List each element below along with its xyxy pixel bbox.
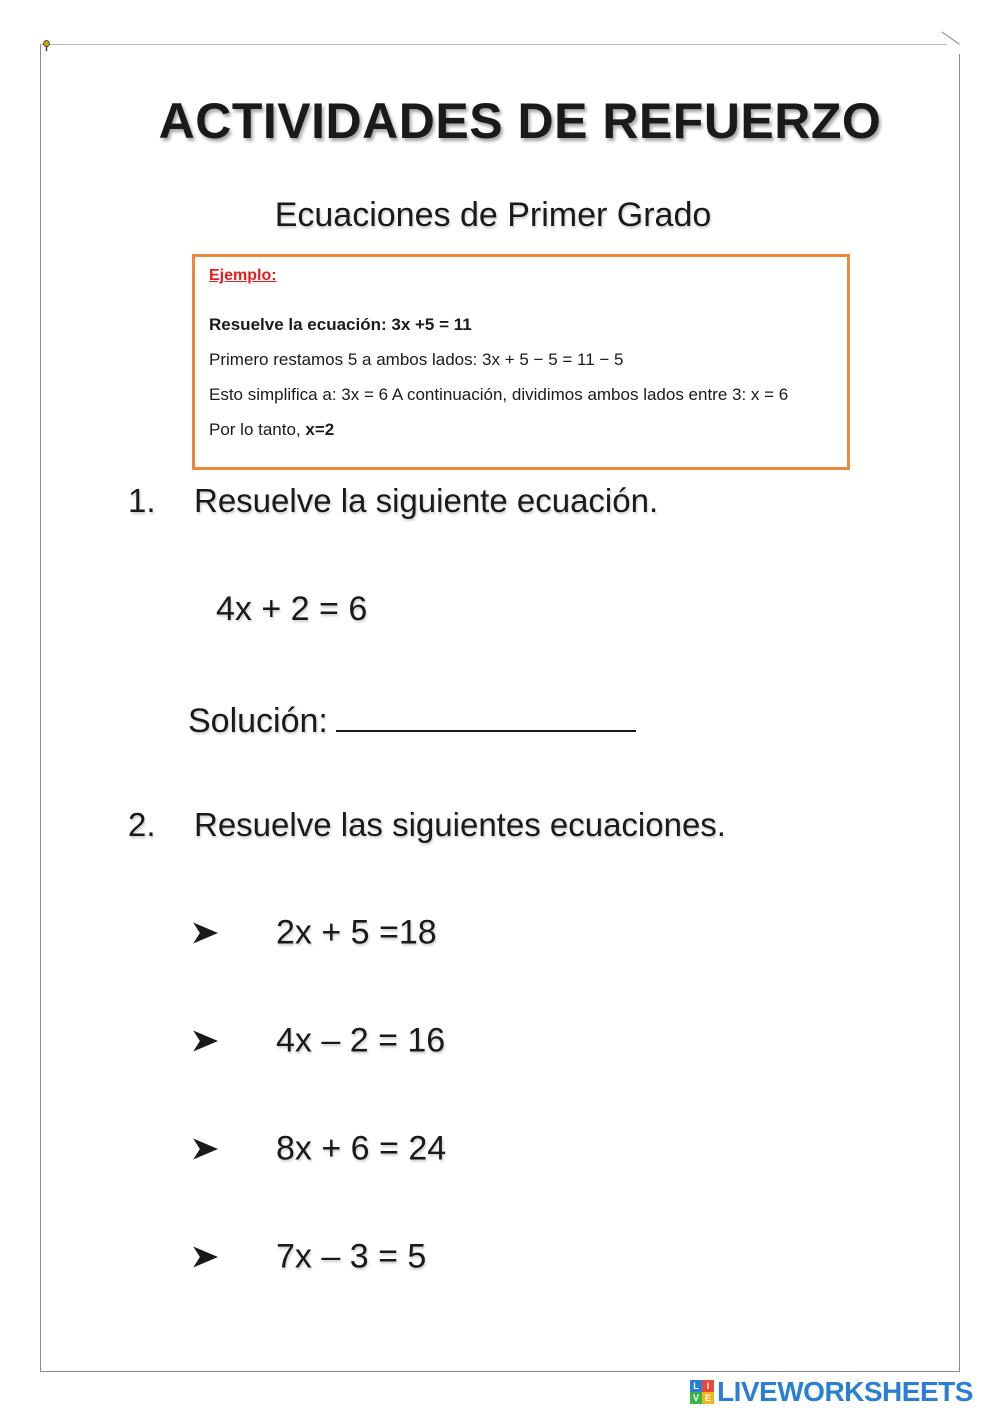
arrow-bullet-icon <box>190 1136 220 1162</box>
pin-icon <box>42 40 51 52</box>
worksheet-title: ACTIVIDADES DE REFUERZO <box>158 93 882 149</box>
solution-answer-blank[interactable] <box>336 698 636 732</box>
worksheet-subtitle: Ecuaciones de Primer Grado <box>274 196 712 234</box>
example-conclusion-prefix: Por lo tanto, <box>209 420 306 439</box>
logo-letter-l: L <box>690 1380 702 1392</box>
example-conclusion-answer: x=2 <box>305 420 335 439</box>
question-2-number: 2. <box>128 806 156 843</box>
question-1-prompt: Resuelve la siguiente ecuación. <box>194 482 659 519</box>
equation-text: 2x + 5 =18 <box>276 913 437 952</box>
liveworksheets-logo <box>690 1378 973 1406</box>
solution-label: Solución: <box>188 702 328 740</box>
logo-letter-v: V <box>690 1392 702 1404</box>
liveworksheets-logo-mark <box>690 1380 714 1404</box>
example-problem: Resuelve la ecuación: 3x +5 = 11 <box>209 315 472 334</box>
equation-text: 4x – 2 = 16 <box>276 1021 446 1060</box>
equation-item-3 <box>190 1128 446 1169</box>
arrow-bullet-icon <box>190 920 220 946</box>
arrow-bullet-icon <box>190 1244 220 1270</box>
logo-letter-e: E <box>702 1392 714 1404</box>
question-1-number: 1. <box>128 482 156 519</box>
question-1-heading <box>128 482 658 520</box>
example-step-2: Esto simplifica a: 3x = 6 A continuación, dividimos ambos lados entre 3: x = 6 <box>209 385 789 404</box>
example-box <box>192 254 850 470</box>
question-1-equation: 4x + 2 = 6 <box>216 590 368 628</box>
liveworksheets-logo-text: LIVEWORKSHEETS <box>717 1376 973 1407</box>
example-heading: Ejemplo: <box>209 267 277 284</box>
equation-text: 8x + 6 = 24 <box>276 1129 447 1168</box>
equation-item-4 <box>190 1236 426 1277</box>
question-2-prompt: Resuelve las siguientes ecuaciones. <box>194 806 726 843</box>
question-1-solution <box>188 698 636 741</box>
equation-item-1 <box>190 912 437 953</box>
example-step-1: Primero restamos 5 a ambos lados: 3x + 5 − 5 = 11 − 5 <box>209 350 624 369</box>
example-conclusion <box>209 420 833 440</box>
logo-letter-i: I <box>702 1380 714 1392</box>
equation-item-2 <box>190 1020 445 1061</box>
equation-text: 7x – 3 = 5 <box>276 1237 427 1276</box>
question-2-heading <box>128 806 726 844</box>
arrow-bullet-icon <box>190 1028 220 1054</box>
